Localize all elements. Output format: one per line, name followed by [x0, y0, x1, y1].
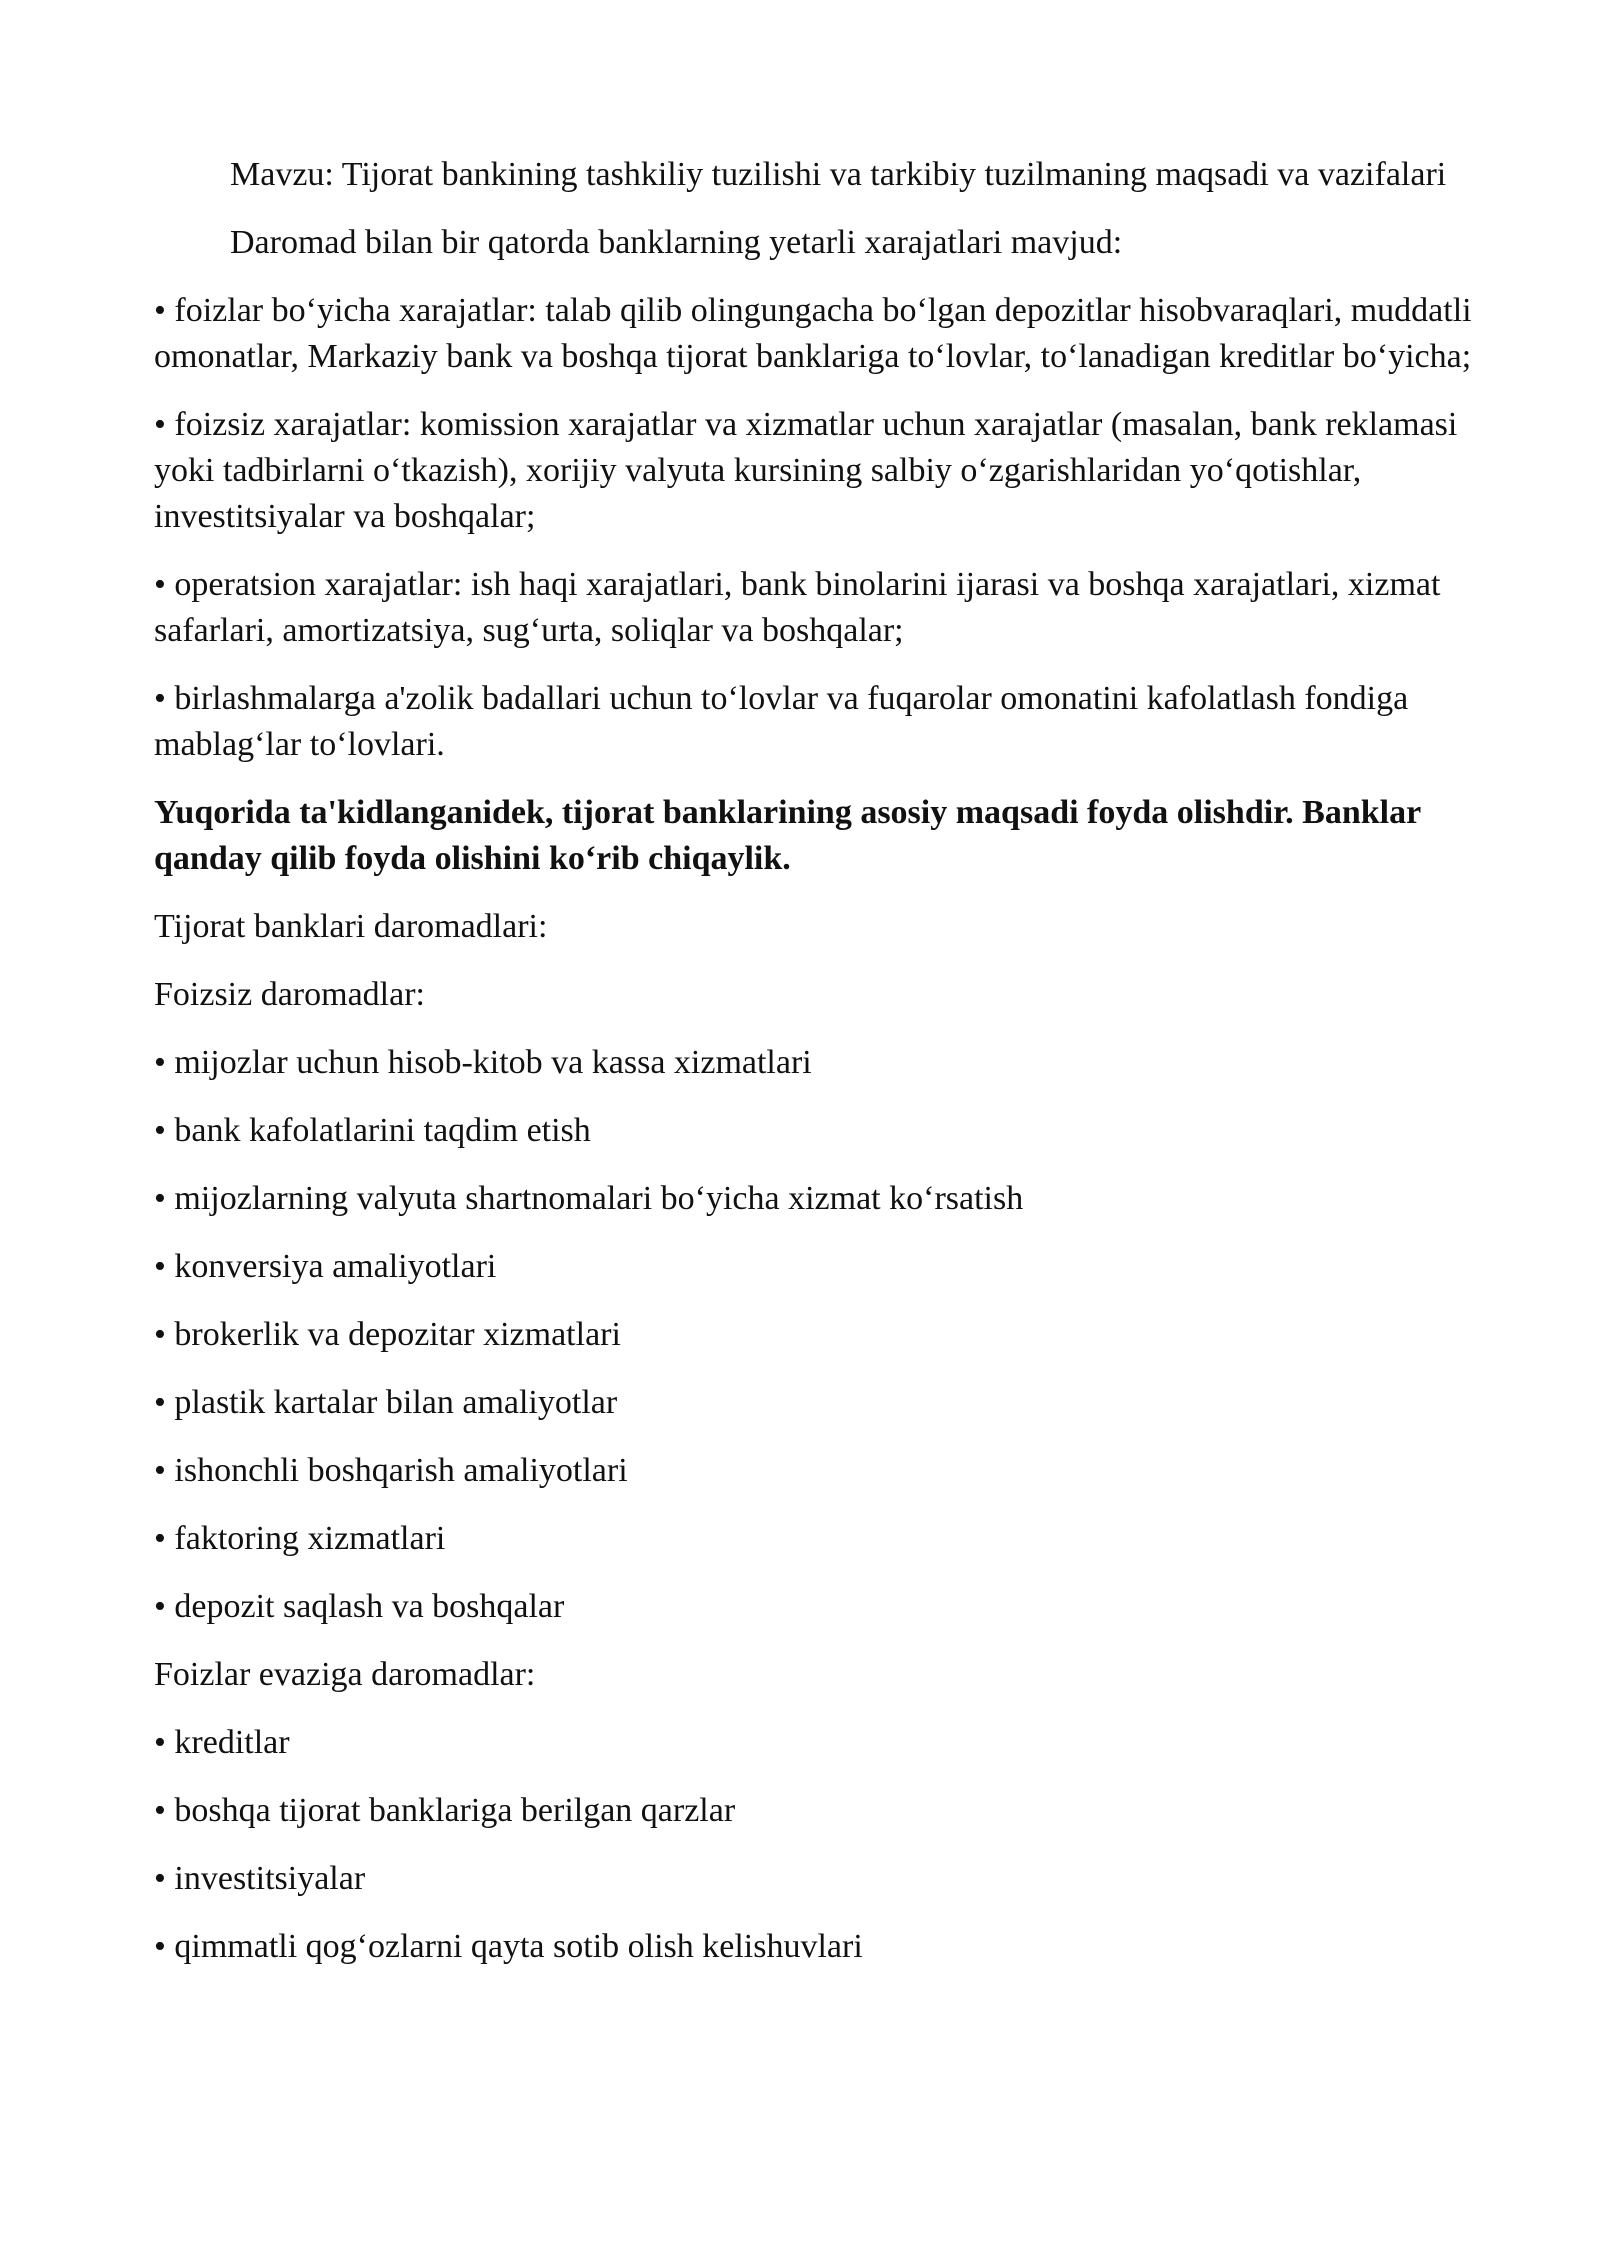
non-interest-item: • ishonchli boshqarish amaliyotlari: [154, 1452, 628, 1489]
interest-heading: Foizlar evaziga daromadlar:: [154, 1656, 536, 1693]
non-interest-item: • bank kafolatlarini taqdim etish: [154, 1112, 591, 1149]
non-interest-item: • faktoring xizmatlari: [154, 1520, 446, 1557]
intro-paragraph: Daromad bilan bir qatorda banklarning yetarli xarajatlari mavjud:: [230, 224, 1123, 261]
expense-item: • foizlar bo‘yicha xarajatlar: talab qilib olingungacha bo‘lgan depozitlar hisobvaraqlari, muddatli omonatlar, Markaziy bank va boshqa tijorat banklariga to‘lovlar, to‘lanadigan kreditlar bo‘yicha;: [154, 292, 1472, 375]
non-interest-heading: Foizsiz daromadlar:: [154, 976, 425, 1013]
non-interest-item: • plastik kartalar bilan amaliyotlar: [154, 1384, 618, 1421]
topic-line: Mavzu: Tijorat bankining tashkiliy tuzilishi va tarkibiy tuzilmaning maqsadi va vazifalari: [230, 156, 1447, 193]
expense-item: • foizsiz xarajatlar: komission xarajatlar va xizmatlar uchun xarajatlar (masalan, bank reklamasi yoki tadbirlarni o‘tkazish), xorijiy valyuta kursining salbiy o‘zgarishlaridan yo‘qotishlar, investitsiyalar va boshqalar;: [154, 406, 1458, 535]
bold-statement: Yuqorida ta'kidlanganidek, tijorat banklarining asosiy maqsadi foyda olishdir. Banklar qanday qilib foyda olishini ko‘rib chiqaylik.: [154, 794, 1421, 877]
interest-item: • kreditlar: [154, 1724, 290, 1761]
document-body: [154, 152, 1494, 1992]
non-interest-item: • depozit saqlash va boshqalar: [154, 1588, 565, 1625]
interest-item: • investitsiyalar: [154, 1860, 366, 1897]
interest-item: • boshqa tijorat banklariga berilgan qarzlar: [154, 1792, 736, 1829]
non-interest-item: • mijozlar uchun hisob-kitob va kassa xizmatlari: [154, 1044, 812, 1081]
non-interest-item: • mijozlarning valyuta shartnomalari bo‘yicha xizmat ko‘rsatish: [154, 1180, 1024, 1217]
expense-item: • birlashmalarga a'zolik badallari uchun to‘lovlar va fuqarolar omonatini kafolatlash fondiga mablag‘lar to‘lovlari.: [154, 680, 1409, 763]
expense-item: • operatsion xarajatlar: ish haqi xarajatlari, bank binolarini ijarasi va boshqa xarajatlari, xizmat safarlari, amortizatsiya, sug‘urta, soliqlar va boshqalar;: [154, 566, 1441, 649]
income-heading: Tijorat banklari daromadlari:: [154, 908, 548, 945]
non-interest-item: • brokerlik va depozitar xizmatlari: [154, 1316, 621, 1353]
non-interest-item: • konversiya amaliyotlari: [154, 1248, 497, 1285]
interest-item: • qimmatli qog‘ozlarni qayta sotib olish kelishuvlari: [154, 1928, 863, 1965]
